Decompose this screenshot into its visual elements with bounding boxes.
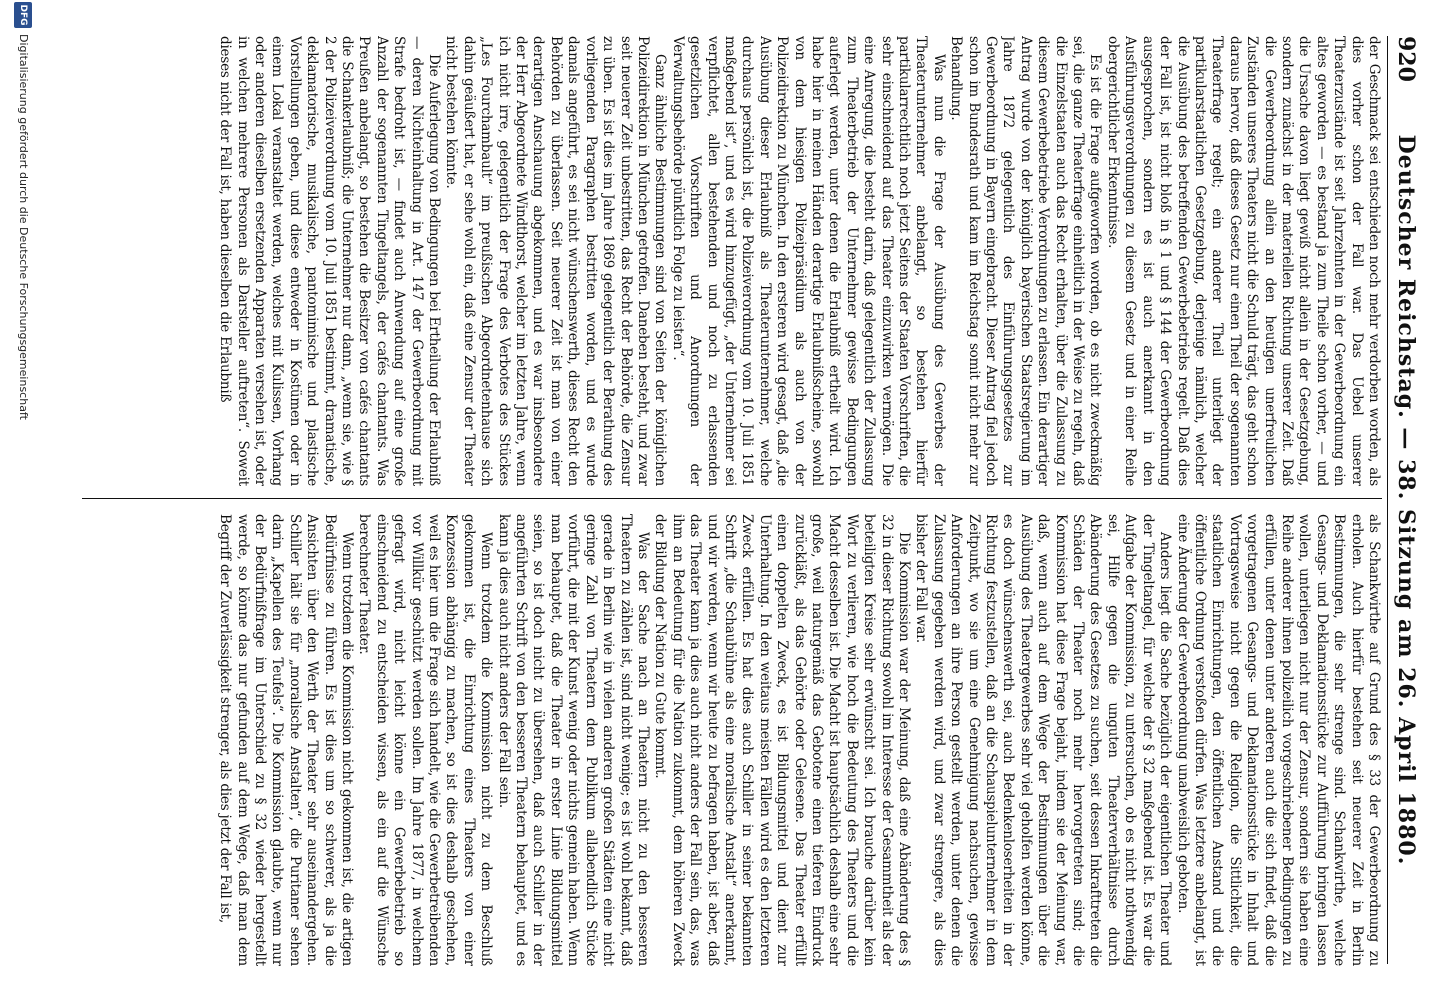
paragraph: Wenn trotzdem die Kommission nicht zu dem Beschluß gekommen ist, die Einrichtung eines Theaters von einer Konzession abhängig zu machen, so ist dies deshalb geschehen, weil es hier um die Frage sich handelt, wie die Gewerbetreibenden vor Willkür geschützt werden sollen. Im Jahre 1877, in welchem gefragt wird, nicht leicht könne ein Gewerbebetrieb so einschneidend zu entscheiden wissen, als ein auf die Wünsche berechneter Theater. (356, 514, 495, 966)
paragraph: Wenn trotzdem die Kommission nicht gekommen ist, die artigen Bedürfnisse zu führen. Es ist dies um so schwerer, als ja die Ansichten über den Werth der Theater sehr auseinandergehen. Schiller hält sie für „moralische Anstalten“, die Puritaner sehen darin „Kapellen des Teufels“. Die Kommission glaubte, wenn nur der Bedürfnißfrage im Unterschied zu § 32 wieder hergestellt werde, so könne das nur gefunden auf dem Wege, daß man dem Begriff der Zuverlässigkeit strenger, als dies jetzt der Fall ist, (217, 514, 356, 966)
dfg-logo-icon (14, 2, 32, 28)
paragraph: Die Auferlegung von Bedingungen bei Ertheilung der Erlaubniß — deren Nichteinhaltung in Art. 147 der Gewerbeordnung mit Strafe bedroht ist, — findet auch Anwendung auf eine große Anzahl der sogenannten Tingeltangels, der cafés chantants. Was Preußen anbelangt, so bestehen die Besitzer von cafés chantants die Schankerlaubniß; die Unternehmer nur dann, „wenn sie, wie § 2 der Polizeiverordnung vom 10. Juli 1851 bestimmt, dramatische, deklamatorische, musikalische, pantomimische und plastische Vorstellungen geben, und diese entweder in Kostümen oder in einem Lokal veranstaltet werden, welches mit Kulissen, Vorhang oder anderen dieselben ersetzenden Apparaten versehen ist, oder in welchen mehrere Personen als Darsteller auftreten“. Soweit dieses nicht der Fall ist, haben dieselben die Erlaubniß (217, 36, 443, 486)
logo-text: DFG (18, 4, 28, 26)
page-number: 920 (1393, 36, 1419, 82)
paragraph: Es ist die Frage aufgeworfen worden, ob es nicht zweckmäßig sei, die ganze Theaterfrage einheitlich in der Weise zu regeln, daß die Einzelstaaten auch das Recht erhalten, über die Zulassung zu diesem Gewerbebetriebe Verordnungen zu erlassen. Ein derartiger Antrag wurde von der königlich bayerischen Staatsregierung im Jahre 1872 gelegentlich des Einführungsgesetzes zur Gewerbeordnung in Bayern eingebracht. Dieser Antrag fiel jedoch schon im Bundesrath und kam im Reichstag somit nicht mehr zur Behandlung. (948, 36, 1104, 486)
header-rule (1387, 36, 1388, 964)
paragraph: als Schankwirthe auf Grund des § 33 der Gewerbeordnung zu erholen. Auch hierfür bestehen seit neuerer Zeit in Berlin Bestimmungen, die sehr strenge sind. Schankwirthe, welche Gesangs- und Deklamationsstücke zur Aufführung bringen lassen wollen, unterliegen nicht nur der Zensur, sondern sie haben eine Reihe anderer ihnen polizeilich vorgeschriebener Bedingungen zu erfüllen, unter denen unter anderen auch die sich findet, daß die vorgetragenen Gesangs- und Deklamationsstücke in Inhalt und Vortragsweise nicht gegen die Religion, die Sittlichkeit, die staatlichen Einrichtungen, den öffentlichen Anstand und die öffentliche Ordnung verstoßen dürfen. Was letztere anbelangt, ist eine Änderung der Gewerbeordnung unabweislich geboten. (1174, 514, 1382, 966)
left-text-column (82, 36, 1382, 486)
paragraph: Ganz ähnliche Bestimmungen sind von Seiten der königlichen Polizeidirektion in München getroffen. Daneben besteht, und zwar seit neuerer Zeit unbestritten, das Recht der Behörde, die Zensur zu üben. Es ist dies im Jahre 1869 gelegentlich der Berathung des vorliegenden Paragraphen bestritten worden, und es wurde damals angeführt, es sei nicht wünschenswerth, dieses Recht den Behörden zu überlassen. Seit neuerer Zeit ist man von einer derartigen Anschauung abgekommen, und es war insbesondere der Herr Abgeordnete Windthorst, welcher im letzten Jahre, wenn ich nicht irre, gelegentlich der Frage des Verbotes des Stückes „Les Fourchambault“ im preußischen Abgeordnetenhause sich dahin geäußert hat, er sehe wohl ein, daß eine Zensur der Theater nicht bestehen könnte. (443, 36, 669, 486)
column-divider (82, 498, 1382, 499)
paragraph: Die Kommission war der Meinung, daß eine Abänderung des § 32 in dieser Richtung sowohl im Interesse der Gesammtheit als der beteiligten Kreise sehr erwünscht sei. Ich brauche darüber kein Wort zu verlieren, wie hoch die Bedeutung des Theaters und die Macht desselben ist. Die Macht ist hauptsächlich deshalb eine sehr große, weil naturgemäß das Gebotene einen tieferen Eindruck zurückläßt, als das Gehörte oder Gelesene. Das Theater erfüllt einen doppelten Zweck, es ist Bildungsmittel und dient zur Unterhaltung. In den weitaus meisten Fällen wird es den letzteren Zweck erfüllen. Es hat dies auch Schiller in seiner bekannten Schrift „die Schaubühne als eine moralische Anstalt“ anerkannt, und wir werden, wenn wir heute zu befragen haben, ist aber, daß das Theater kann ja dies auch nicht anders der Fall sein, das, was ihm an Bedeutung für die Nation zukommt, dem höheren Zweck der Bildung der Nation zu Gute kommt. (652, 514, 913, 966)
digitization-footer (8, 0, 38, 1000)
digitization-note: Digitalisierung gefördert durch die Deutsche Forschungsgemeinschaft (17, 34, 30, 420)
paragraph: Was der Sache nach an Theatern nicht zu den besseren Theatern zu zählen ist, sind nicht wenige; es ist wohl bekannt, daß gerade in Berlin wie in vielen anderen großen Städten eine nicht geringe Zahl von Theatern dem Publikum allabendlich Stücke vorführt, die mit der Kunst wenig oder nichts gemein haben. Wenn man behauptet, daß die Theater in erster Linie Bildungsmittel seien, so ist doch nicht zu übersehen, daß auch Schiller in der angeführten Schrift von den besseren Theatern behauptet, und es kann ja dies auch nicht anders der Fall sein. (495, 514, 651, 966)
paragraph: der Geschmack sei entschieden noch mehr verdorben worden, als dies vorher schon der Fall war. Das Uebel unserer Theaterzustände ist seit Jahrzehnten in der Gewerbeordnung ein altes geworden — es bestand ja zum Theile schon vorher, — und die Ursache davon liegt gewiß nicht allein in der Gesetzgebung, sondern zunächst in der materiellen Richtung unserer Zeit. Daß die Gewerbeordnung allein an den heutigen unerfreulichen Zuständen unseres Theaters nicht die Schuld trägt, das geht schon daraus hervor, daß dieses Gesetz nur einen Theil der sogenannten Theaterfrage regelt; ein anderer Theil unterliegt der partikularstaatlichen Gesetzgebung, derjenige nämlich, welcher die Ausübung des betreffenden Gewerbebetriebs regelt. Daß dies der Fall ist, ist nicht bloß in § 1 und § 144 der Gewerbeordnung ausgesprochen, sondern es ist auch anerkannt in den Ausführungsverordnungen zu diesem Gesetz und in einer Reihe obergerichtlicher Erkenntnisse. (1104, 36, 1382, 486)
right-text-column (82, 514, 1382, 966)
page-header (1392, 36, 1420, 964)
paragraph: Was nun die Frage der Ausübung des Gewerbes der Theaterunternehmer anbelangt, so bestehen hierfür partikularrechtlich noch jetzt Seitens der Staaten Vorschriften, die sehr einschneidend auf das Theater einzuwirken vermögen. Die eine Anregung, die besteht darin, daß gelegentlich der Zulassung zum Theaterbetrieb der Unternehmer gewisse Bedingungen auferlegt werden, unter denen die Erlaubniß ertheilt wird. Ich habe hier in meinen Händen derartige Erlaubnißscheine, sowohl von dem hiesigen Polizeipräsidium als auch von der Polizeidirektion zu München. In den ersteren wird gesagt, daß „die Ausübung dieser Erlaubniß als Theaterunternehmer, welche durchaus persönlich ist, die Polizeiverordnung vom 10. Juli 1851 maßgebend ist“, und es wird hinzugefügt, „der Unternehmer sei verpflichtet, allen bestehenden und noch zu erlassenden gesetzlichen Vorschriften und Anordnungen der Verwaltungsbehörde pünktlich Folge zu leisten“. (669, 36, 947, 486)
running-title: Deutscher Reichstag. — 38. Sitzung am 26. April 1880. (1393, 134, 1419, 866)
paragraph: Anders liegt die Sache bezüglich der eigentlichen Theater und der Tingeltangel, für welche der § 32 maßgebend ist. Es war die Aufgabe der Kommission, zu untersuchen, ob es nicht nothwendig sei, Hilfe gegen die unguten Theaterverhältnisse durch Abänderung des Gesetzes zu suchen, seit dessen Inkrafttreten die Schäden der Theater noch mehr hervorgetreten sind; die Kommission hat diese Frage bejaht, indem sie der Meinung war, daß, wenn auch auf dem Wege der Bestimmungen über die Ausübung des Theatergewerbes sehr viel geholfen werden könne, es doch wünschenswerth sei, auch Bedenkenloserheiten in der Richtung festzustellen, daß an die Schauspielunternehmer in dem Zeitpunkt, wo sie um eine Genehmigung nachsuchen, gewisse Anforderungen an ihre Person gestellt werden, unter denen die Zulassung gegeben werden wird, und zwar strengere, als dies bisher der Fall war. (913, 514, 1174, 966)
